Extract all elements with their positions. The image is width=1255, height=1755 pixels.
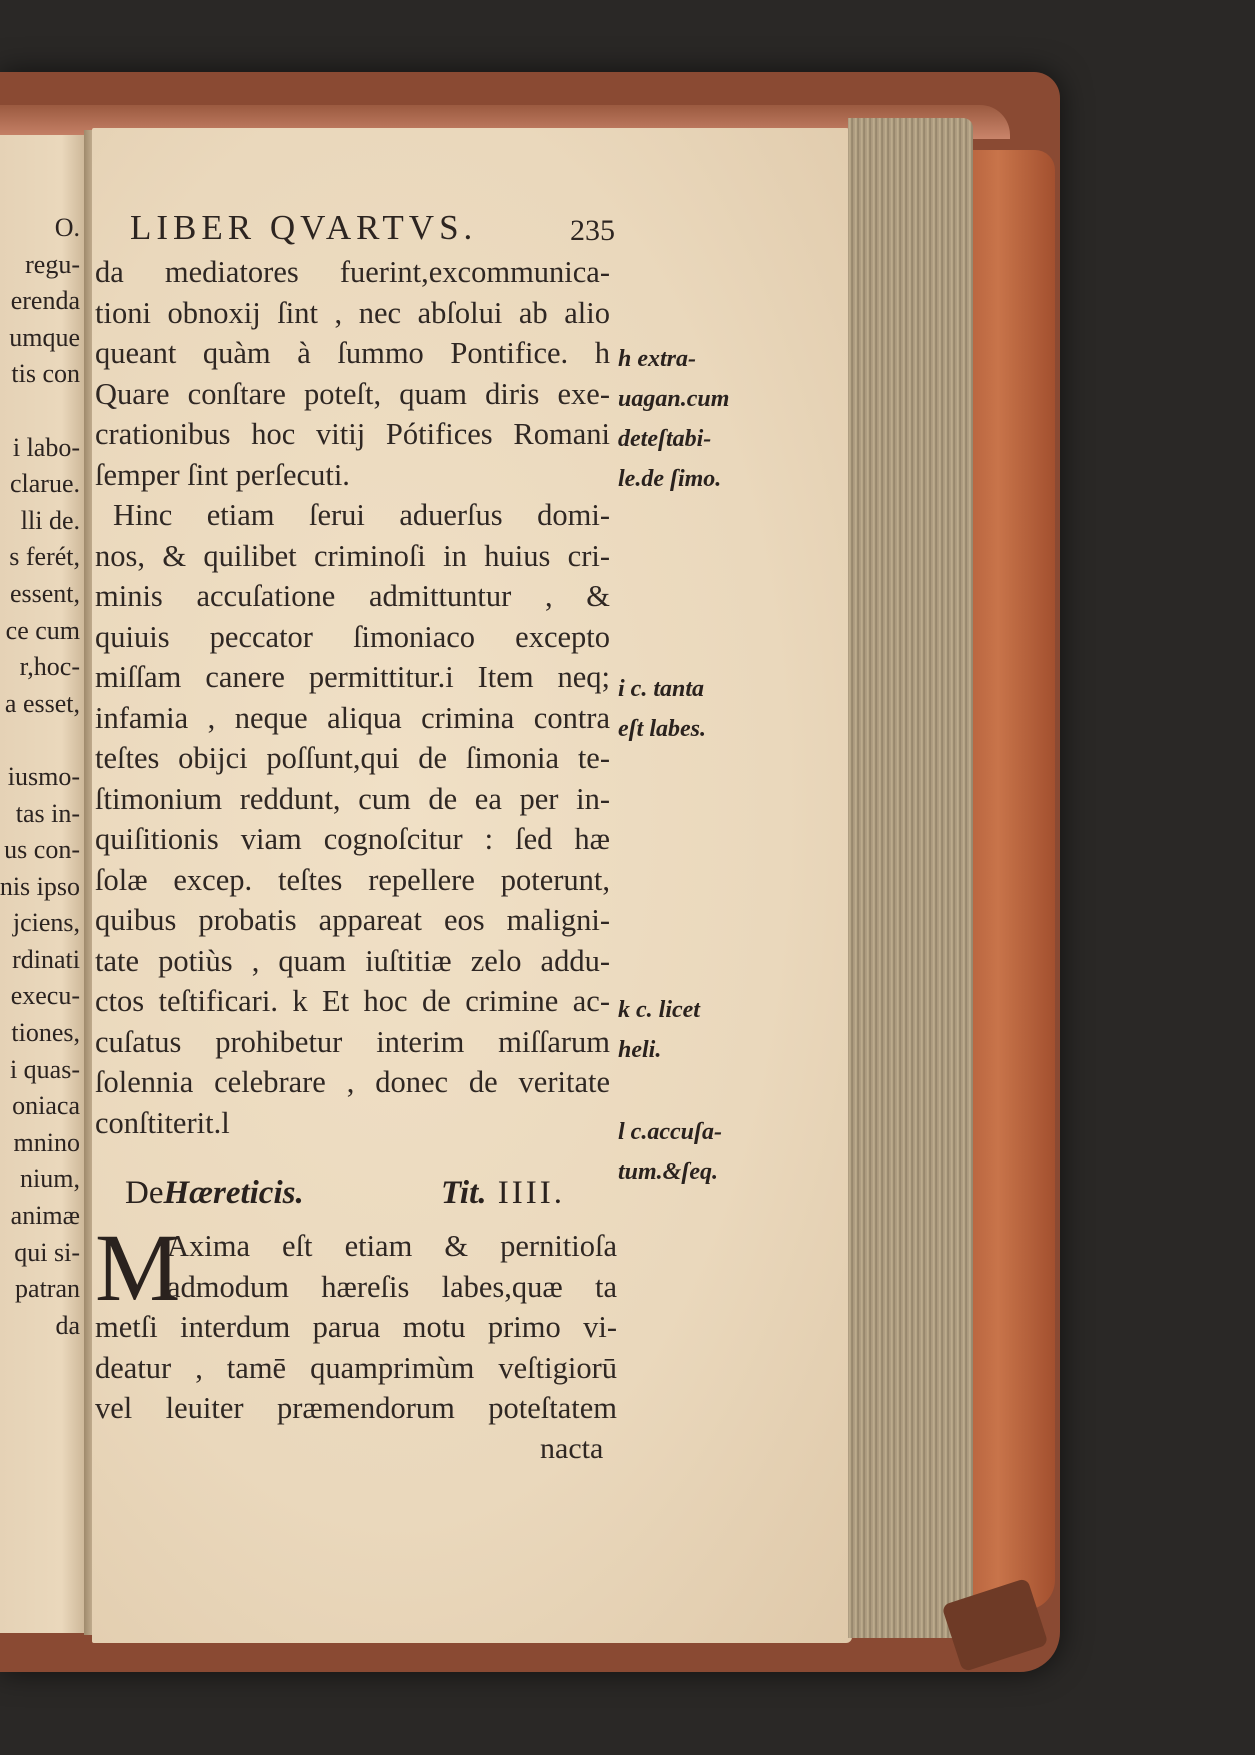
left-line	[0, 393, 80, 430]
text-line: miſſam canere permittitur.i Item neq;	[95, 660, 610, 694]
left-line: regu-	[25, 249, 80, 279]
margin-note-line: k c. licet	[618, 997, 700, 1023]
margin-note-line: deteſtabi-	[618, 426, 712, 452]
heading-title	[441, 1175, 565, 1212]
left-line: i quas-	[9, 1054, 80, 1084]
text-line: vel leuiter præmendorum poteſtatem	[95, 1391, 617, 1425]
page-number: 235	[570, 214, 615, 247]
text-line: Hinc etiam ſerui aduerſus domi-	[113, 498, 610, 532]
left-line: a esset,	[4, 688, 80, 718]
heading-subject	[125, 1175, 304, 1212]
heading-number: IIII.	[497, 1175, 565, 1211]
text-line: admodum hæreſis labes,quæ ta	[167, 1269, 617, 1304]
text-line: infamia , neque aliqua crimina contra	[95, 700, 610, 735]
left-line: umque	[9, 322, 80, 352]
left-line: animæ	[10, 1201, 80, 1231]
margin-note-i	[618, 669, 706, 749]
text-line: tioni obnoxij ſint , nec abſolui ab alio	[95, 295, 610, 330]
left-line: oniaca	[12, 1091, 80, 1121]
margin-note-line: uagan.cum	[618, 386, 730, 412]
text-line: ſtimonium reddunt, cum de ea per in-	[95, 781, 610, 816]
left-line: r,hoc-	[19, 652, 80, 682]
running-head	[130, 208, 615, 252]
left-line: patran	[15, 1274, 80, 1304]
text-line: da mediatores fuerint,excommunica-	[95, 255, 610, 289]
left-line: erenda	[10, 286, 80, 316]
body-text	[95, 252, 610, 1143]
left-page-text	[0, 210, 80, 1344]
margin-note-k	[618, 990, 700, 1070]
text-line: crationibus hoc vitij Pótifices Romani	[95, 417, 610, 451]
left-line: O.	[54, 213, 80, 242]
text-line: ſolennia celebrare , donec de veritate	[95, 1065, 610, 1099]
text-line: quibus probatis appareat eos maligni-	[95, 903, 610, 937]
text-line: conſtiterit.l	[95, 1105, 230, 1140]
text-line: cuſatus prohibetur interim miſſarum	[95, 1024, 610, 1059]
text-line: queant quàm à ſummo Pontifice. h	[95, 336, 610, 370]
margin-note-line: le.de ſimo.	[618, 466, 722, 492]
margin-note-line: i c. tanta	[618, 676, 705, 702]
left-line: i labo-	[12, 432, 80, 462]
left-line: execu-	[10, 981, 80, 1011]
text-line: nos, & quilibet criminoſi in huius cri-	[95, 538, 610, 573]
left-line: lli de.	[20, 505, 80, 535]
left-line: essent,	[9, 578, 80, 608]
text-line: deatur , tamē quamprimùm veſtigiorū	[95, 1350, 617, 1385]
text-line: minis accuſatione admittuntur , &	[95, 579, 610, 613]
drop-cap: M	[95, 1214, 181, 1321]
text-line: Quare conſtare poteſt, quam diris exe-	[95, 376, 610, 411]
heading-tit: Tit.	[441, 1175, 487, 1211]
left-line: ce cum	[5, 615, 80, 645]
left-page	[0, 135, 88, 1633]
text-line: ſolæ excep. teſtes repellere poterunt,	[95, 862, 610, 897]
heading-de: De	[125, 1175, 164, 1211]
margin-note-line: l c.accuſa-	[618, 1119, 722, 1145]
cover-edge	[960, 150, 1055, 1610]
text-line: tate potiùs , quam iuſtitiæ zelo addu-	[95, 943, 610, 978]
running-title: LIBER QVARTVS.	[130, 208, 478, 247]
left-line: nis ipso	[0, 871, 80, 901]
text-line: Axima eſt etiam & pernitioſa	[167, 1229, 617, 1263]
text-line: ſemper ſint perſecuti.	[95, 457, 350, 492]
left-line: tis con	[11, 359, 80, 389]
left-line: s ferét,	[9, 542, 80, 572]
left-line: da	[55, 1310, 80, 1340]
margin-note-line: tum.&ſeq.	[618, 1159, 718, 1185]
text-line: ctos teſtificari. k Et hoc de crimine ac-	[95, 984, 610, 1018]
left-line: tas in-	[15, 798, 80, 828]
margin-note-line: h extra-	[618, 346, 696, 372]
text-line: quiſitionis viam cognoſcitur : ſed hæ	[95, 822, 610, 856]
catchword: nacta	[540, 1432, 604, 1465]
text-line: metſi interdum parua motu primo vi-	[95, 1310, 617, 1344]
margin-note-line: heli.	[618, 1037, 662, 1063]
left-line: mnino	[13, 1127, 80, 1157]
left-line: rdinati	[12, 944, 80, 974]
left-line	[0, 722, 80, 759]
page-fore-edge	[848, 118, 973, 1638]
left-line: qui si-	[14, 1237, 80, 1267]
text-line: teſtes obijci poſſunt,qui de ſimonia te-	[95, 741, 610, 775]
margin-note-l	[618, 1112, 722, 1192]
section-heading	[125, 1175, 565, 1225]
left-line: jciens,	[12, 908, 80, 938]
margin-note-h	[618, 339, 729, 499]
heading-subject-word: Hæreticis.	[163, 1175, 304, 1211]
left-line: tiones,	[11, 1018, 80, 1048]
left-line: nium,	[20, 1164, 80, 1194]
left-line: clarue.	[9, 469, 80, 499]
left-line: us con-	[4, 835, 80, 865]
text-line: quiuis peccator ſimoniaco excepto	[95, 619, 610, 654]
section-body	[95, 1214, 617, 1429]
left-line: iusmo-	[7, 761, 80, 791]
margin-note-line: eſt labes.	[618, 716, 706, 742]
